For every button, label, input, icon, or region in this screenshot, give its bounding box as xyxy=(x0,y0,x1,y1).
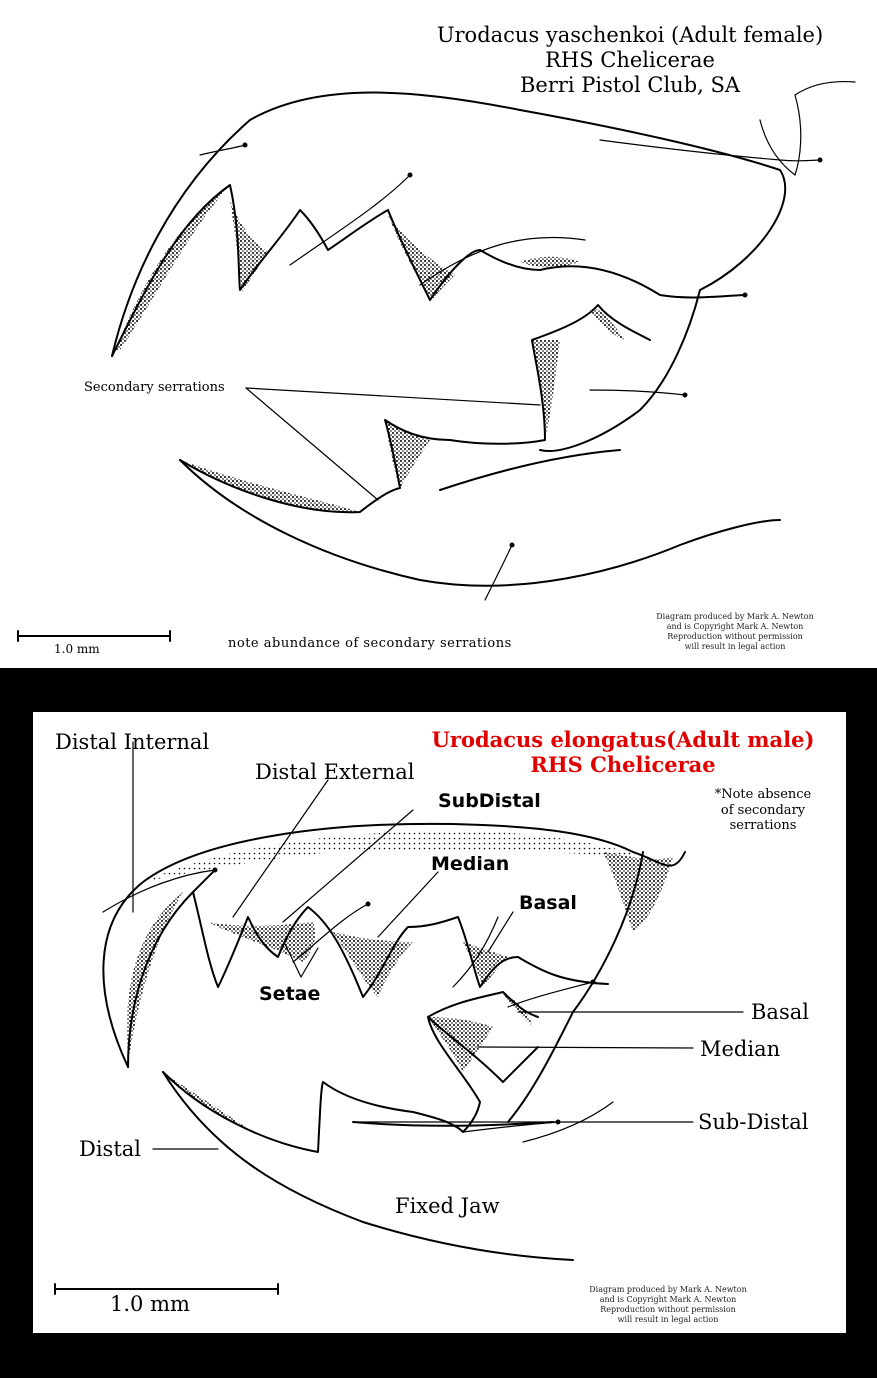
bottom-title xyxy=(413,727,833,777)
bottom-fixed-stipple-a xyxy=(165,1074,253,1132)
bottom-diagram-panel xyxy=(33,712,846,1333)
bottom-finger-stipple-f xyxy=(603,852,673,932)
top-note: note abundance of secondary serrations xyxy=(228,636,512,651)
top-fixed-stipple-a xyxy=(180,460,360,512)
label-fixed-jaw: Fixed Jaw xyxy=(395,1194,500,1218)
top-seta-4 xyxy=(485,545,512,600)
top-finger-stipple-b xyxy=(230,200,268,292)
bottom-finger-stipple-a xyxy=(127,892,183,1062)
label-distal-internal: Distal Internal xyxy=(55,730,210,754)
bottom-fixed-finger-lower xyxy=(163,1072,573,1260)
bottom-note: *Note absence of secondary serrations xyxy=(714,787,812,834)
top-fixed-finger-lower xyxy=(180,460,780,586)
label-setae: Setae xyxy=(259,983,321,1005)
top-title-line-2: RHS Chelicerae xyxy=(545,48,715,73)
label-subdistal: SubDistal xyxy=(438,790,541,812)
top-fixed-finger-base xyxy=(440,450,620,490)
top-leader-serrations-1 xyxy=(246,388,540,405)
top-label-secondary-serrations: Secondary serrations xyxy=(84,380,225,395)
top-finger-stipple-c xyxy=(388,215,455,300)
top-chelicera-drawing xyxy=(0,0,877,668)
bottom-leader-median-right xyxy=(478,1047,693,1048)
top-fixed-stipple-b xyxy=(385,420,430,488)
bottom-title-line-1: Urodacus elongatus(Adult male) xyxy=(431,727,815,752)
label-basal-upper: Basal xyxy=(519,892,577,914)
label-median-upper: Median xyxy=(431,853,510,875)
top-title xyxy=(392,23,868,99)
bottom-finger-stipple-c xyxy=(208,922,315,962)
label-distal: Distal xyxy=(79,1137,142,1161)
label-distal-external: Distal External xyxy=(255,760,415,784)
label-median-right: Median xyxy=(700,1037,781,1061)
bottom-finger-stipple-b xyxy=(143,830,643,882)
top-leader-serrations-2 xyxy=(246,388,378,500)
bottom-finger-stipple-d xyxy=(333,932,413,997)
label-sub-distal: Sub-Distal xyxy=(698,1110,809,1134)
top-credit: Diagram produced by Mark A. Newton and is Copyright Mark A. Newton Reproduction without permission will result in legal action xyxy=(656,612,814,651)
top-fixed-stipple-c xyxy=(532,340,560,440)
top-seta-3 xyxy=(590,390,685,395)
bottom-fixed-stipple-c xyxy=(503,994,533,1027)
top-fixed-finger-outline xyxy=(180,305,650,512)
top-title-line-1: Urodacus yaschenkoi (Adult female) xyxy=(436,23,824,47)
top-title-line-3: Berri Pistol Club, SA xyxy=(519,73,741,98)
top-diagram-panel xyxy=(0,0,877,668)
bottom-finger-stipple-e xyxy=(463,942,508,987)
bottom-credit: Diagram produced by Mark A. Newton and is Copyright Mark A. Newton Reproduction without permission will result in legal action xyxy=(589,1285,747,1324)
bottom-fixed-finger-outline xyxy=(163,992,538,1152)
bottom-title-line-2: RHS Chelicerae xyxy=(530,752,716,778)
top-scale-label: 1.0 mm xyxy=(54,642,100,656)
bottom-scale-label: 1.0 mm xyxy=(110,1292,190,1316)
label-basal-right: Basal xyxy=(751,1000,809,1024)
